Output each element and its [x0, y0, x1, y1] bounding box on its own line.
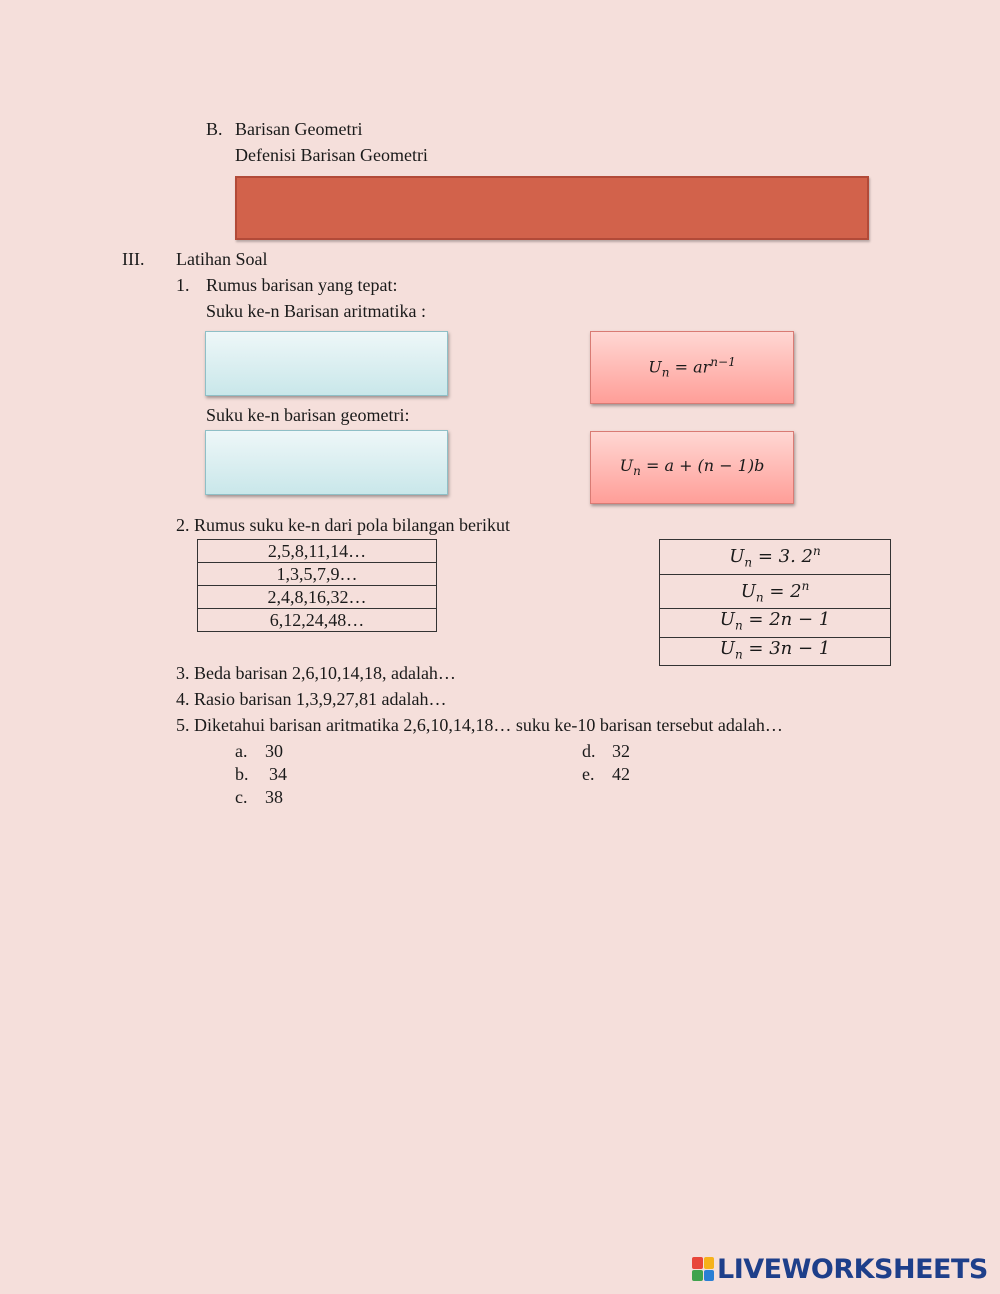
formula-option-2-text: $U_n = a + (n - 1)b$ — [619, 456, 765, 479]
table-row — [660, 637, 891, 666]
table-row — [198, 586, 437, 609]
table-row — [660, 540, 891, 575]
q4-text: 4. Rasio barisan 1,3,9,27,81 adalah… — [176, 689, 447, 709]
choice-b-value[interactable]: 34 — [269, 764, 287, 784]
table-row — [198, 540, 437, 563]
table-row — [198, 563, 437, 586]
q3-text: 3. Beda barisan 2,6,10,14,18, adalah… — [176, 663, 456, 683]
q1-text: Rumus barisan yang tepat: — [206, 275, 398, 295]
formula-cell[interactable]: $U_n = 3$. 2$^n$ — [660, 540, 891, 575]
choice-e-letter: e. — [582, 764, 595, 784]
section-iii-marker: III. — [122, 249, 145, 269]
formula-cell[interactable]: $U_n = 2^n$ — [660, 574, 891, 609]
choice-a-value[interactable]: 30 — [265, 741, 283, 761]
sequence-cell[interactable]: 6,12,24,48… — [198, 609, 437, 632]
arithmetic-drop-zone[interactable] — [205, 331, 448, 396]
formula-option-1-text: $U_n = ar^{n-1}$ — [648, 355, 736, 380]
section-iii-title: Latihan Soal — [176, 249, 268, 269]
choice-c-value[interactable]: 38 — [265, 787, 283, 807]
definition-answer-box[interactable] — [235, 176, 869, 240]
q1-marker: 1. — [176, 275, 190, 295]
formula-cell[interactable]: $U_n = 3n - 1$ — [660, 637, 891, 666]
logo-badge-icon — [692, 1257, 714, 1281]
logo-text: LIVEWORKSHEETS — [717, 1253, 988, 1285]
definition-label: Defenisi Barisan Geometri — [235, 145, 428, 165]
choice-c-letter: c. — [235, 787, 248, 807]
sequence-cell[interactable]: 2,4,8,16,32… — [198, 586, 437, 609]
liveworksheets-logo — [692, 1254, 988, 1284]
choice-e-value[interactable]: 42 — [612, 764, 630, 784]
choice-d-letter: d. — [582, 741, 596, 761]
formula-option-2[interactable] — [590, 431, 794, 504]
formula-cell[interactable]: $U_n = 2n - 1$ — [660, 609, 891, 638]
q2-text: 2. Rumus suku ke-n dari pola bilangan berikut — [176, 515, 510, 535]
table-row — [660, 609, 891, 638]
formula-table — [659, 539, 891, 666]
table-row — [198, 609, 437, 632]
choice-b-letter: b. — [235, 764, 249, 784]
q5-text: 5. Diketahui barisan aritmatika 2,6,10,14,18… suku ke-10 barisan tersebut adalah… — [176, 715, 783, 735]
q1-label-arithmetic: Suku ke-n Barisan aritmatika : — [206, 301, 426, 321]
q1-label-geometric: Suku ke-n barisan geometri: — [206, 405, 410, 425]
choice-a-letter: a. — [235, 741, 248, 761]
geometric-drop-zone[interactable] — [205, 430, 448, 495]
sequence-table — [197, 539, 437, 632]
sequence-cell[interactable]: 1,3,5,7,9… — [198, 563, 437, 586]
sequence-cell[interactable]: 2,5,8,11,14… — [198, 540, 437, 563]
choice-d-value[interactable]: 32 — [612, 741, 630, 761]
formula-option-1[interactable] — [590, 331, 794, 404]
section-b-marker: B. — [206, 119, 223, 139]
section-b-title: Barisan Geometri — [235, 119, 363, 139]
table-row — [660, 574, 891, 609]
